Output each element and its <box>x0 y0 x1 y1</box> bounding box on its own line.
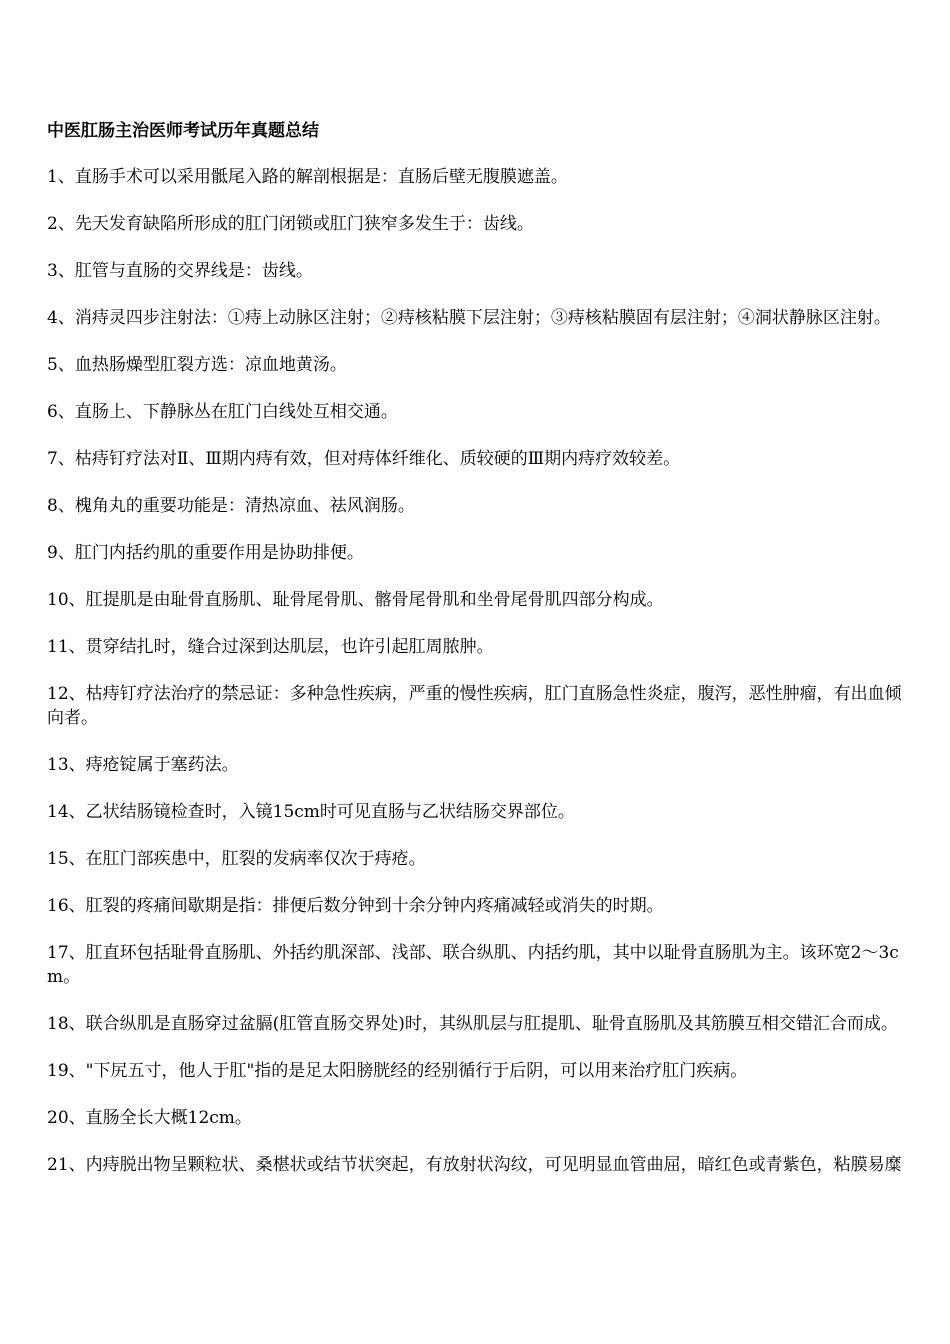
question-item-16: 16、肛裂的疼痛间歇期是指：排便后数分钟到十余分钟内疼痛减轻或消失的时期。 <box>47 896 664 916</box>
question-item-15: 15、在肛门部疾患中，肛裂的发病率仅次于痔疮。 <box>47 849 426 869</box>
question-item-13: 13、痔疮锭属于塞药法。 <box>47 755 239 775</box>
question-item-21: 21、内痔脱出物呈颗粒状、桑椹状或结节状突起，有放射状沟纹，可见明显血管曲屈，暗红色或青紫色，粘膜易糜 <box>47 1155 902 1175</box>
document-title: 中医肛肠主治医师考试历年真题总结 <box>47 121 319 141</box>
question-item-11: 11、贯穿结扎时，缝合过深到达肌层，也许引起肛周脓肿。 <box>47 637 494 657</box>
question-item-2: 2、先天发育缺陷所形成的肛门闭锁或肛门狭窄多发生于：齿线。 <box>47 214 534 234</box>
question-item-9: 9、肛门内括约肌的重要作用是协助排便。 <box>47 543 364 563</box>
question-item-14: 14、乙状结肠镜检查时，入镜15cm时可见直肠与乙状结肠交界部位。 <box>47 802 575 822</box>
question-item-12: 12、枯痔钉疗法治疗的禁忌证：多种急性疾病，严重的慢性疾病，肛门直肠急性炎症，腹泻，恶性肿瘤，有出血倾向者。 <box>47 684 902 728</box>
question-item-20: 20、直肠全长大概12cm。 <box>47 1108 252 1128</box>
question-item-17: 17、肛直环包括耻骨直肠肌、外括约肌深部、浅部、联合纵肌、内括约肌，其中以耻骨直肠肌为主。该环宽2～3cm。 <box>47 943 899 987</box>
question-item-18: 18、联合纵肌是直肠穿过盆膈(肛管直肠交界处)时，其纵肌层与肛提肌、耻骨直肠肌及其筋膜互相交错汇合而成。 <box>47 1014 898 1034</box>
document-page <box>47 118 907 1200</box>
question-item-19: 19、"下尻五寸，他人于肛"指的是足太阳膀胱经的经别循行于后阴，可以用来治疗肛门疾病。 <box>47 1061 748 1081</box>
question-item-1: 1、直肠手术可以采用骶尾入路的解剖根据是：直肠后壁无腹膜遮盖。 <box>47 167 568 187</box>
question-item-10: 10、肛提肌是由耻骨直肠肌、耻骨尾骨肌、髂骨尾骨肌和坐骨尾骨肌四部分构成。 <box>47 590 664 610</box>
question-item-5: 5、血热肠燥型肛裂方选：凉血地黄汤。 <box>47 355 347 375</box>
question-item-4: 4、消痔灵四步注射法：①痔上动脉区注射；②痔核粘膜下层注射；③痔核粘膜固有层注射；④洞状静脉区注射。 <box>47 308 891 328</box>
question-item-7: 7、枯痔钉疗法对Ⅱ、Ⅲ期内痔有效，但对痔体纤维化、质较硬的Ⅲ期内痔疗效较差。 <box>47 449 681 469</box>
question-item-3: 3、肛管与直肠的交界线是：齿线。 <box>47 261 313 281</box>
question-item-6: 6、直肠上、下静脉丛在肛门白线处互相交通。 <box>47 402 398 422</box>
question-item-8: 8、槐角丸的重要功能是：清热凉血、祛风润肠。 <box>47 496 415 516</box>
